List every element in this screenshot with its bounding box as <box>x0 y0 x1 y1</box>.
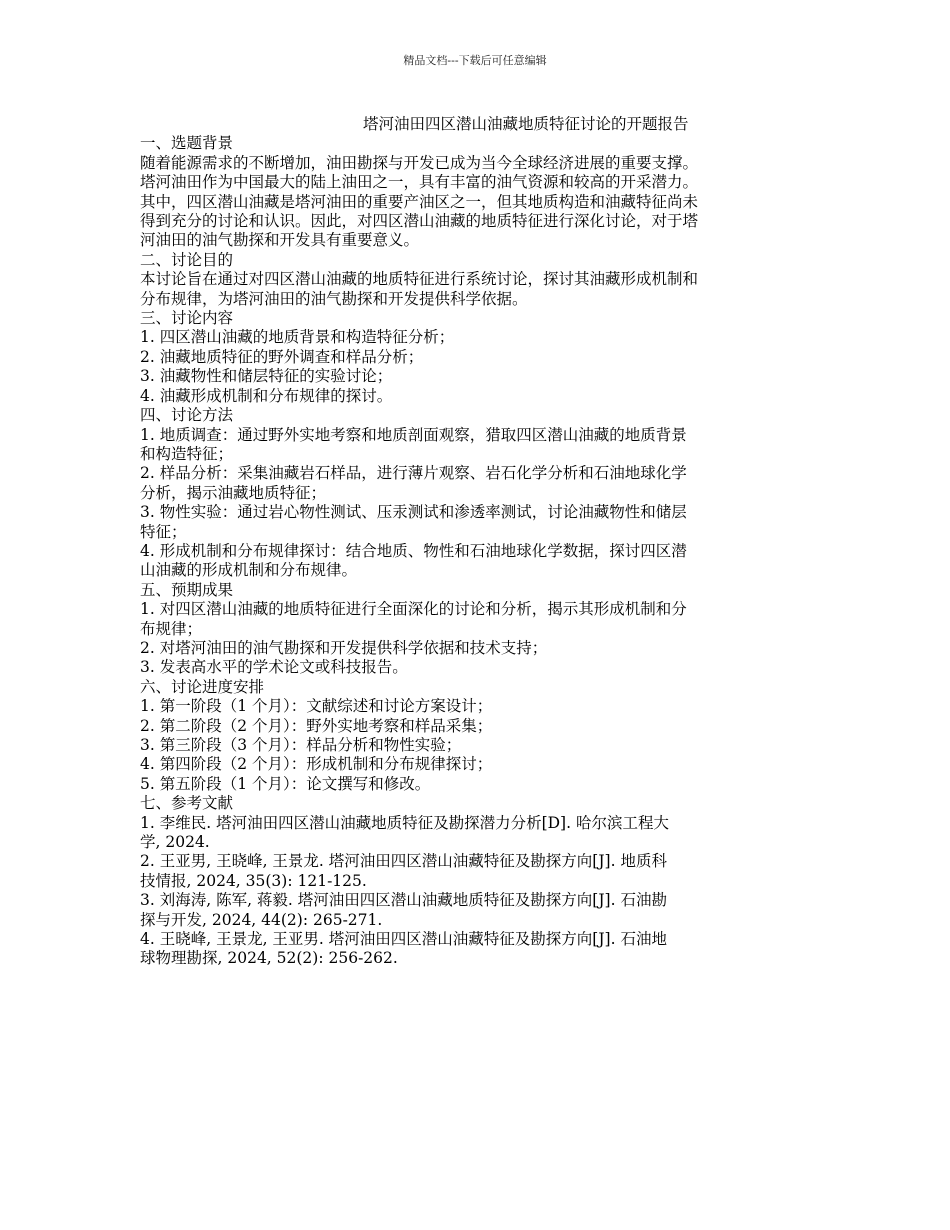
document-title: 塔河油田四区潜山油藏地质特征讨论的开题报告 <box>363 115 689 133</box>
reference-line: 2. 王亚男, 王晓峰, 王景龙. 塔河油田四区潜山油藏特征及勘探方向[J]. 地质科 <box>140 852 667 871</box>
reference-line: 学, 2024. <box>140 833 210 852</box>
list-item: 4. 第四阶段（2 个月）：形成机制和分布规律探讨； <box>140 755 493 774</box>
reference-line: 球物理勘探, 2024, 52(2): 256-262. <box>140 949 398 968</box>
reference-line: 探与开发, 2024, 44(2): 265-271. <box>140 910 383 929</box>
list-item: 3. 油藏物性和储层特征的实验讨论； <box>140 367 393 386</box>
list-item-line: 和构造特征； <box>140 444 234 463</box>
list-item-line: 1. 对四区潜山油藏的地质特征进行全面深化的讨论和分析，揭示其形成机制和分 <box>140 600 687 619</box>
section-heading: 二、讨论目的 <box>140 250 234 269</box>
section-heading: 一、选题背景 <box>140 134 234 153</box>
list-item-line: 特征； <box>140 522 187 541</box>
document-body <box>140 115 820 969</box>
list-item-line: 分析，揭示油藏地质特征； <box>140 483 327 502</box>
section-purpose <box>140 251 820 309</box>
list-item: 2. 第二阶段（2 个月）：野外实地考察和样品采集； <box>140 716 493 735</box>
section-references <box>140 794 820 969</box>
list-item-line: 1. 地质调查：通过野外实地考察和地质剖面观察，猎取四区潜山油藏的地质背景 <box>140 425 687 444</box>
list-item: 1. 四区潜山油藏的地质背景和构造特征分析； <box>140 328 455 347</box>
list-item: 3. 第三阶段（3 个月）：样品分析和物性实验； <box>140 736 462 754</box>
section-content <box>140 309 820 406</box>
paragraph-line: 得到充分的讨论和认识。因此，对四区潜山油藏的地质特征进行深化讨论，对于塔 <box>140 212 699 231</box>
list-item-line: 2. 样品分析：采集油藏岩石样品，进行薄片观察、岩石化学分析和石油地球化学 <box>140 464 687 483</box>
reference-line: 4. 王晓峰, 王景龙, 王亚男. 塔河油田四区潜山油藏特征及勘探方向[J]. 石油地 <box>140 930 667 949</box>
paragraph-line: 塔河油田作为中国最大的陆上油田之一，具有丰富的油气资源和较高的开采潜力。 <box>140 173 699 192</box>
paragraph-line: 河油田的油气勘探和开发具有重要意义。 <box>140 231 420 250</box>
section-heading: 三、讨论内容 <box>140 309 234 328</box>
list-item-line: 布规律； <box>140 619 203 638</box>
paragraph-line: 分布规律，为塔河油田的油气勘探和开发提供科学依据。 <box>140 289 528 308</box>
section-heading: 五、预期成果 <box>140 580 234 599</box>
reference-line: 技情报, 2024, 35(3): 121-125. <box>140 871 367 890</box>
paragraph-line: 本讨论旨在通过对四区潜山油藏的地质特征进行系统讨论，探讨其油藏形成机制和 <box>140 270 699 289</box>
section-methods <box>140 406 820 581</box>
section-heading: 六、讨论进度安排 <box>140 677 265 696</box>
section-heading: 四、讨论方法 <box>140 406 234 425</box>
section-schedule <box>140 678 820 794</box>
list-item-line: 3. 发表高水平的学术论文或科技报告。 <box>140 658 408 677</box>
reference-line: 1. 李维民. 塔河油田四区潜山油藏地质特征及勘探潜力分析[D]. 哈尔滨工程大 <box>140 813 669 832</box>
list-item-line: 2. 对塔河油田的油气勘探和开发提供科学依据和技术支持； <box>140 638 548 657</box>
section-heading: 七、参考文献 <box>140 794 234 813</box>
reference-line: 3. 刘海涛, 陈军, 蒋毅. 塔河油田四区潜山油藏地质特征及勘探方向[J]. 石油勘 <box>140 891 667 910</box>
paragraph-line: 其中，四区潜山油藏是塔河油田的重要产油区之一，但其地质构造和油藏特征尚未 <box>140 192 699 211</box>
page-header-note: 精品文档---下载后可任意编辑 <box>403 54 547 67</box>
list-item-line: 3. 物性实验：通过岩心物性测试、压汞测试和渗透率测试，讨论油藏物性和储层 <box>140 503 687 522</box>
list-item: 4. 油藏形成机制和分布规律的探讨。 <box>140 386 393 405</box>
section-background <box>140 134 820 250</box>
paragraph-line: 随着能源需求的不断增加，油田勘探与开发已成为当今全球经济进展的重要支撑。 <box>140 153 699 172</box>
list-item: 1. 第一阶段（1 个月）：文献综述和讨论方案设计； <box>140 697 493 716</box>
section-expected-results <box>140 581 820 678</box>
list-item: 5. 第五阶段（1 个月）：论文撰写和修改。 <box>140 774 431 793</box>
list-item: 2. 油藏地质特征的野外调查和样品分析； <box>140 347 424 366</box>
list-item-line: 4. 形成机制和分布规律探讨：结合地质、物性和石油地球化学数据，探讨四区潜 <box>140 541 687 560</box>
list-item-line: 山油藏的形成机制和分布规律。 <box>140 561 358 580</box>
